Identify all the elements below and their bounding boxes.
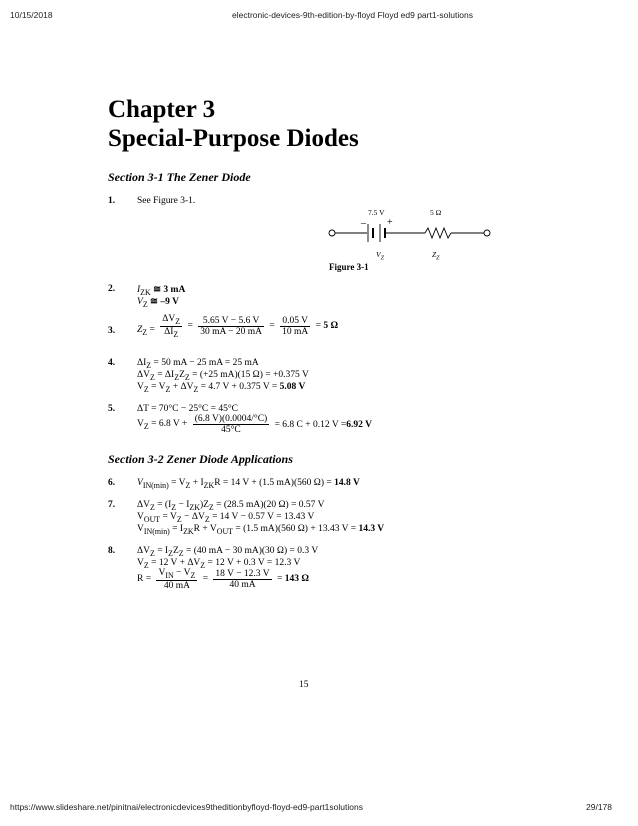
problem-8-result: 143 Ω: [284, 574, 309, 585]
page-number: 15: [299, 680, 309, 690]
problem-5-line-2: $V_Z = 6.8$ V + $\frac{(6.8 V)(0.0004/^\circ C)}{45^\circ C}$ = 6.8 C + 0.12 V =6.92 V: [137, 414, 372, 435]
chapter-number: Chapter 3: [108, 96, 216, 123]
fraction-values: $\frac{5.65 V - 5.6 V}{30 mA - 20 mA}$: [200, 315, 263, 337]
problem-number: 7.: [108, 500, 116, 510]
section-title-3-1: Section 3-1 The Zener Diode: [108, 170, 251, 184]
header-title: electronic-devices-9th-edition-by-floyd Floyd ed9 part1-solutions: [232, 10, 473, 20]
problem-4-line-3: $V_Z = V_Z + \Delta V_Z = 4.7$ V + 0.375 V = 5.08 V: [137, 382, 306, 394]
footer-page-count: 29/178: [586, 802, 612, 812]
problem-3-result: 5 Ω: [323, 321, 339, 332]
fraction-result: $\frac{0.05 V}{10 mA}$: [282, 315, 309, 337]
problem-3-equation: $Z_Z$ = $\Delta V_Z$ $\Delta I_Z$ = $\frac{5.65 V - 5.6 V}{30 mA - 20 mA}$ = $\frac{0.05 V}{10 mA}$ = 5 Ω: [137, 314, 339, 339]
problem-8-line-2: $V_Z = 12$ $V + \Delta V_Z = 12$ V + 0.3 V = 12.3 V: [137, 558, 301, 570]
problem-number: 3.: [108, 326, 116, 336]
chapter-title: Special-Purpose Diodes: [108, 125, 359, 152]
problem-number: 5.: [108, 404, 116, 414]
header-date: 10/15/2018: [10, 10, 53, 20]
figure-label-zz: $Z_Z$: [432, 250, 440, 262]
figure-minus-sign: –: [361, 218, 366, 229]
right-terminal: [484, 230, 490, 236]
problem-number: 8.: [108, 546, 116, 556]
section-title-3-2: Section 3-2 Zener Diode Applications: [108, 452, 293, 466]
resistor-zigzag: [425, 228, 451, 238]
problem-8-line-1: $\Delta V_Z = I_ZZ_Z = (40$ mA − 30 mA)(30 Ω) = 0.3 V: [137, 546, 319, 558]
problem-number: 6.: [108, 478, 116, 488]
fraction-delta: $\Delta V_Z$ $\Delta I_Z$: [162, 314, 181, 339]
footer-url[interactable]: https://www.slideshare.net/pinitnai/electronicdevices9theditionbyfloyd-floyd-ed9-part1solutions: [10, 802, 363, 812]
problem-number: 2.: [108, 284, 116, 294]
figure-label-vz: $V_Z$: [376, 250, 384, 262]
problem-8-line-3: R = $V_{IN} - V_Z$ 40 mA = $\frac{18 V - 12.3 V}{40 mA}$ = 143 Ω: [137, 568, 309, 591]
figure-label-resistor: 5 Ω: [430, 208, 442, 217]
problem-number: 4.: [108, 358, 116, 368]
figure-caption: Figure 3-1: [329, 262, 369, 272]
fraction-numeric: $\frac{18 V - 12.3 V}{40 mA}$: [215, 568, 270, 590]
fraction-temp-coeff: $\frac{(6.8 V)(0.0004/^\circ C)}{45^\circ C}$: [194, 414, 268, 435]
figure-plus-sign: +: [387, 217, 393, 228]
problem-number: 1.: [108, 196, 116, 206]
problem-4-line-1: $\Delta I_Z = 50$ mA − 25 mA = 25 mA: [137, 358, 259, 370]
problem-7-line-2: $V_{OUT} = V_Z - \Delta V_Z = 14$ V − 0.57 V = 13.43 V: [137, 512, 315, 524]
problem-4-line-2: $\Delta V_Z = \Delta I_ZZ_Z = (+25$ mA)(15 Ω) = +0.375 V: [137, 370, 309, 382]
problem-1-text: See Figure 3-1.: [137, 196, 196, 206]
problem-5-line-1: ΔT = 70°C − 25°C = 45°C: [137, 404, 238, 414]
zener-circuit-schematic: [0, 0, 638, 300]
figure-label-voltage: 7.5 V: [368, 208, 385, 217]
fraction-symbolic: $V_{IN} - V_Z$ 40 mA: [158, 568, 196, 591]
left-terminal: [329, 230, 335, 236]
problem-6-line: $V_{IN(min)} = V_Z + I_{ZK}R = 14$ V + (1.5 mA)(560 Ω) = 14.8 V: [137, 478, 360, 490]
problem-7-line-1: $\Delta V_Z = (I_Z - I_{ZK})Z_Z = (28.5$ mA)(20 Ω) = 0.57 V: [137, 500, 325, 512]
problem-5-result: 6.92 V: [346, 419, 372, 430]
problem-2-line-1: $I_{ZK}$ ≅ 3 mA: [137, 285, 186, 297]
problem-2-line-2: $V_Z$ ≅ –9 V: [137, 297, 179, 309]
problem-7-line-3: $V_{IN(min)} = I_{ZK}R + V_{OUT} = (1.5$ mA)(560 Ω) + 13.43 V = 14.3 V: [137, 524, 385, 536]
